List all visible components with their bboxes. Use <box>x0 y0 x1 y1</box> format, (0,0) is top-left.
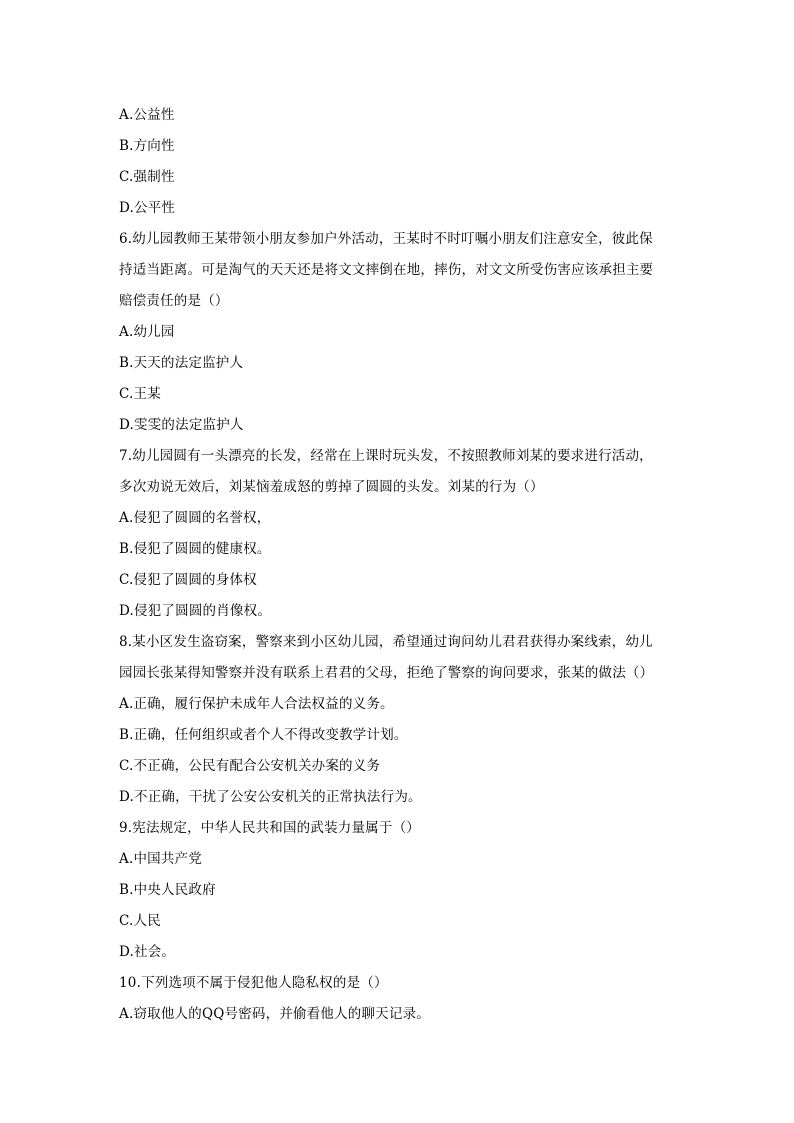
question-9-text: 9.宪法规定，中华人民共和国的武装力量属于（） <box>119 820 420 836</box>
option-line: D.社会。 <box>119 944 176 960</box>
question-10-text: 10.下列选项不属于侵犯他人隐私权的是（） <box>119 975 388 991</box>
option-line: B.正确，任何组织或者个人不得改变教学计划。 <box>119 727 408 743</box>
option-line: D.公平性 <box>119 200 176 216</box>
option-line: D.侵犯了圆圆的肖像权。 <box>119 603 272 619</box>
option-line: C.王某 <box>119 386 161 402</box>
question-7-text-line-1: 7.幼儿园圆有一头漂亮的长发，经常在上课时玩头发，不按照教师刘某的要求进行活动， <box>119 448 653 464</box>
question-6-text-line-2: 持适当距离。可是淘气的天天还是将文文摔倒在地，摔伤，对文文所受伤害应该承担主要 <box>119 262 654 278</box>
option-line: B.方向性 <box>119 138 175 154</box>
option-line: C.侵犯了圆圆的身体权 <box>119 572 257 588</box>
document-body <box>119 100 679 1030</box>
question-7-text-line-2: 多次劝说无效后，刘某恼羞成怒的剪掉了圆圆的头发。刘某的行为（） <box>119 479 544 495</box>
question-8-text-line-1: 8.某小区发生盗窃案，警察来到小区幼儿园，希望通过询问幼儿君君获得办案线索，幼儿 <box>119 634 653 650</box>
option-line: A.公益性 <box>119 107 175 123</box>
question-6-text-line-1: 6.幼儿园教师王某带领小朋友参加户外活动，王某时不时叮嘱小朋友们注意安全，彼此保 <box>119 231 653 247</box>
option-line: D.不正确，干扰了公安公安机关的正常执法行为。 <box>119 789 422 805</box>
option-line: A.侵犯了圆圆的名誉权， <box>119 510 271 526</box>
option-line: A.幼儿园 <box>119 324 175 340</box>
option-line: A.正确，履行保护未成年人合法权益的义务。 <box>119 696 394 712</box>
question-8-text-line-2: 园园长张某得知警察并没有联系上君君的父母，拒绝了警察的询问要求，张某的做法（） <box>119 665 654 681</box>
option-line: C.强制性 <box>119 169 175 185</box>
question-6-text-line-3: 赔偿责任的是（） <box>119 293 229 309</box>
option-line: D.雯雯的法定监护人 <box>119 417 244 433</box>
option-line: B.中央人民政府 <box>119 882 216 898</box>
option-line: C.人民 <box>119 913 161 929</box>
option-line: A.中国共产党 <box>119 851 202 867</box>
option-line: C.不正确，公民有配合公安机关办案的义务 <box>119 758 381 774</box>
option-line: B.侵犯了圆圆的健康权。 <box>119 541 271 557</box>
option-line: A.窃取他人的QQ号密码，并偷看他人的聊天记录。 <box>119 1006 430 1022</box>
option-line: B.天天的法定监护人 <box>119 355 244 371</box>
